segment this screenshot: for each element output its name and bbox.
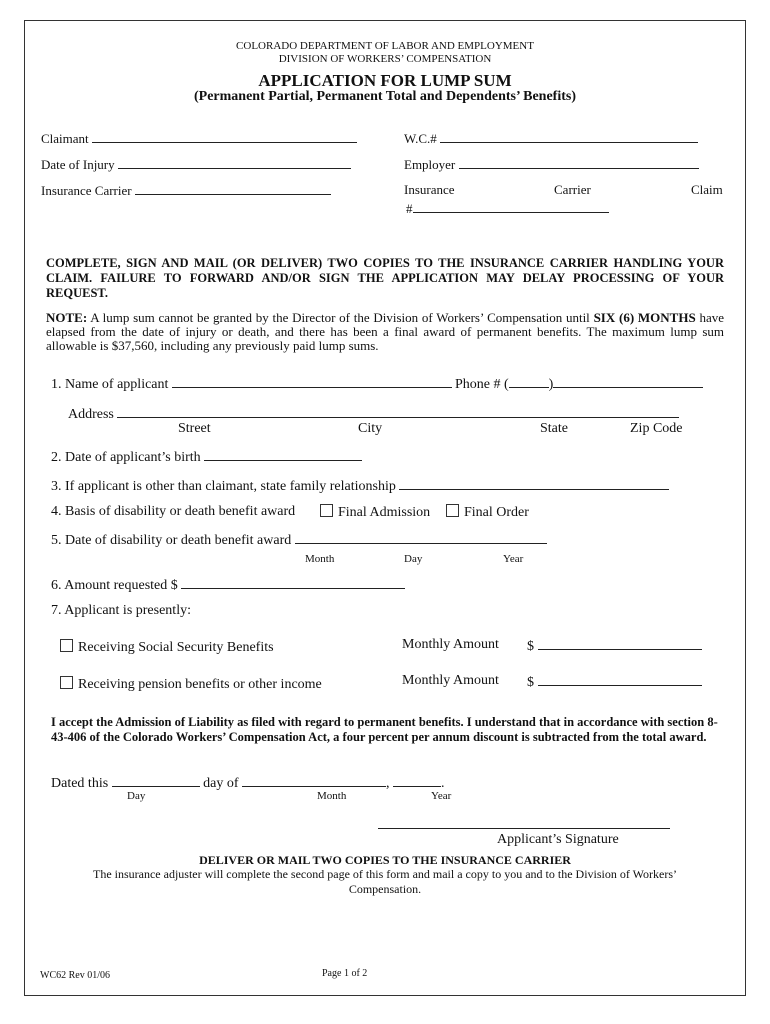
note-label: NOTE: (46, 310, 88, 325)
phone-field[interactable] (455, 375, 703, 393)
insurance-carrier-label: Insurance Carrier (41, 183, 132, 198)
dated-day-line[interactable] (112, 774, 200, 787)
dated-comma: , (386, 776, 390, 791)
dated-month-caption: Month (317, 790, 347, 802)
note-text-b: have elapsed from the date of injury or death, and there has been a final award of permanent benefits. The maximum lump sum allowable is $37,560, including any previously paid lump sums. (46, 310, 724, 353)
amount-requested-field[interactable] (51, 576, 405, 594)
claim-hash-label: # (406, 201, 413, 216)
note-bold: SIX (6) MONTHS (593, 310, 696, 325)
employer-label: Employer (404, 157, 456, 172)
insurance-carrier-claim-label-2: Carrier (554, 182, 591, 197)
insurance-carrier-claim-label-3: Claim (691, 182, 723, 197)
q6-label: 6. Amount requested $ (51, 578, 178, 593)
insurance-claim-number-field[interactable] (406, 200, 609, 217)
dated-year-line[interactable] (393, 774, 441, 787)
deliver-instruction: DELIVER OR MAIL TWO COPIES TO THE INSURANCE CARRIER (199, 853, 571, 867)
date-of-injury-field[interactable] (41, 156, 351, 173)
dept-line-2: DIVISION OF WORKERS’ COMPENSATION (278, 53, 492, 65)
pension-amount-field[interactable] (527, 673, 702, 691)
state-caption: State (540, 421, 568, 436)
social-security-label: Receiving Social Security Benefits (78, 640, 274, 655)
dated-line[interactable] (51, 774, 445, 792)
applicant-name-line[interactable] (172, 375, 452, 388)
insurance-carrier-field[interactable] (41, 182, 331, 199)
applicant-name-field[interactable] (51, 375, 452, 393)
q7-label: 7. Applicant is presently: (51, 603, 191, 618)
pension-label: Receiving pension benefits or other income (78, 677, 322, 692)
family-relationship-line[interactable] (399, 477, 669, 490)
award-month-caption: Month (305, 553, 335, 565)
page-number: Page 1 of 2 (322, 968, 368, 979)
employer-field[interactable] (404, 156, 699, 173)
social-security-checkbox[interactable] (60, 639, 73, 652)
social-security-option[interactable] (60, 639, 274, 656)
adjuster-note: The insurance adjuster will complete the second page of this form and mail a copy to you and to the Division of Workers’ (93, 867, 677, 881)
final-admission-checkbox[interactable] (320, 504, 333, 517)
insurance-carrier-claim-label-1: Insurance (404, 182, 455, 197)
city-caption: City (358, 421, 383, 436)
instructions-complete: COMPLETE, SIGN AND MAIL (OR DELIVER) TWO COPIES TO THE INSURANCE CARRIER HANDLING YOUR CLAIM. FAILURE TO FORWARD AND/OR SIGN THE APPLICATION MAY DELAY PROCESSING OF YOUR REQUEST. (46, 256, 724, 300)
amount-requested-line[interactable] (181, 576, 405, 589)
pension-checkbox[interactable] (60, 676, 73, 689)
dated-year-caption: Year (431, 790, 452, 802)
day-of-label: day of (203, 776, 239, 791)
pension-dollar-sign: $ (527, 675, 534, 690)
address-label: Address (68, 407, 114, 422)
family-relationship-field[interactable] (51, 477, 669, 495)
employer-line[interactable] (459, 156, 699, 169)
final-order-label: Final Order (464, 505, 529, 520)
award-date-field[interactable] (51, 531, 547, 549)
birth-date-field[interactable] (51, 448, 362, 466)
pension-option[interactable] (60, 676, 322, 693)
final-order-checkbox[interactable] (446, 504, 459, 517)
wc-label: W.C.# (404, 131, 437, 146)
address-line[interactable] (117, 405, 679, 418)
form-title: APPLICATION FOR LUMP SUM (258, 71, 512, 90)
ss-amount-line[interactable] (538, 637, 702, 650)
adjuster-note-2: Compensation. (348, 882, 422, 896)
date-of-injury-line[interactable] (118, 156, 351, 169)
dept-line-1: COLORADO DEPARTMENT OF LABOR AND EMPLOYMENT (236, 40, 534, 52)
phone-area-line[interactable] (509, 375, 549, 388)
phone-close: ) (548, 377, 554, 392)
q1-label: 1. Name of applicant (51, 377, 169, 392)
signature-label: Applicant’s Signature (497, 832, 619, 847)
dated-period: . (441, 776, 445, 791)
ss-dollar-sign: $ (527, 639, 534, 654)
claimant-field[interactable] (41, 130, 357, 147)
pension-amount-line[interactable] (538, 673, 702, 686)
date-of-injury-label: Date of Injury (41, 157, 115, 172)
street-caption: Street (178, 421, 211, 436)
note-paragraph (46, 311, 724, 353)
q2-label: 2. Date of applicant’s birth (51, 450, 201, 465)
signature-line[interactable] (378, 828, 670, 829)
claimant-line[interactable] (92, 130, 357, 143)
monthly-amount-label-1: Monthly Amount (402, 637, 499, 652)
claimant-label: Claimant (41, 131, 89, 146)
award-year-caption: Year (503, 553, 524, 565)
q5-label: 5. Date of disability or death benefit award (51, 533, 292, 548)
wc-field[interactable] (404, 130, 698, 147)
award-day-caption: Day (404, 553, 423, 565)
award-date-line[interactable] (295, 531, 547, 544)
dated-month-line[interactable] (242, 774, 386, 787)
monthly-amount-label-2: Monthly Amount (402, 673, 499, 688)
acceptance-statement: I accept the Admission of Liability as filed with regard to permanent benefits. I understand that in accordance with section 8-43-406 of the Colorado Workers’ Compensation Act, a four percent per annum discount is subtracted from the total award. (51, 715, 718, 744)
claim-number-line[interactable] (413, 200, 609, 213)
wc-line[interactable] (440, 130, 698, 143)
q4-label: 4. Basis of disability or death benefit award (51, 504, 296, 519)
q3-label: 3. If applicant is other than claimant, state family relationship (51, 479, 396, 494)
form-subtitle: (Permanent Partial, Permanent Total and Dependents’ Benefits) (194, 89, 576, 104)
final-order-option[interactable] (446, 504, 529, 521)
phone-label: Phone # ( (455, 377, 509, 392)
note-text-a: A lump sum cannot be granted by the Director of the Division of Workers’ Compensation until (87, 310, 594, 325)
form-id: WC62 Rev 01/06 (40, 970, 110, 981)
dated-day-caption: Day (127, 790, 146, 802)
phone-number-line[interactable] (553, 375, 703, 388)
zip-caption: Zip Code (630, 421, 683, 436)
ss-amount-field[interactable] (527, 637, 702, 655)
insurance-carrier-line[interactable] (135, 182, 331, 195)
final-admission-option[interactable] (320, 504, 430, 521)
birth-date-line[interactable] (204, 448, 362, 461)
final-admission-label: Final Admission (338, 505, 431, 520)
dated-this-label: Dated this (51, 776, 109, 791)
